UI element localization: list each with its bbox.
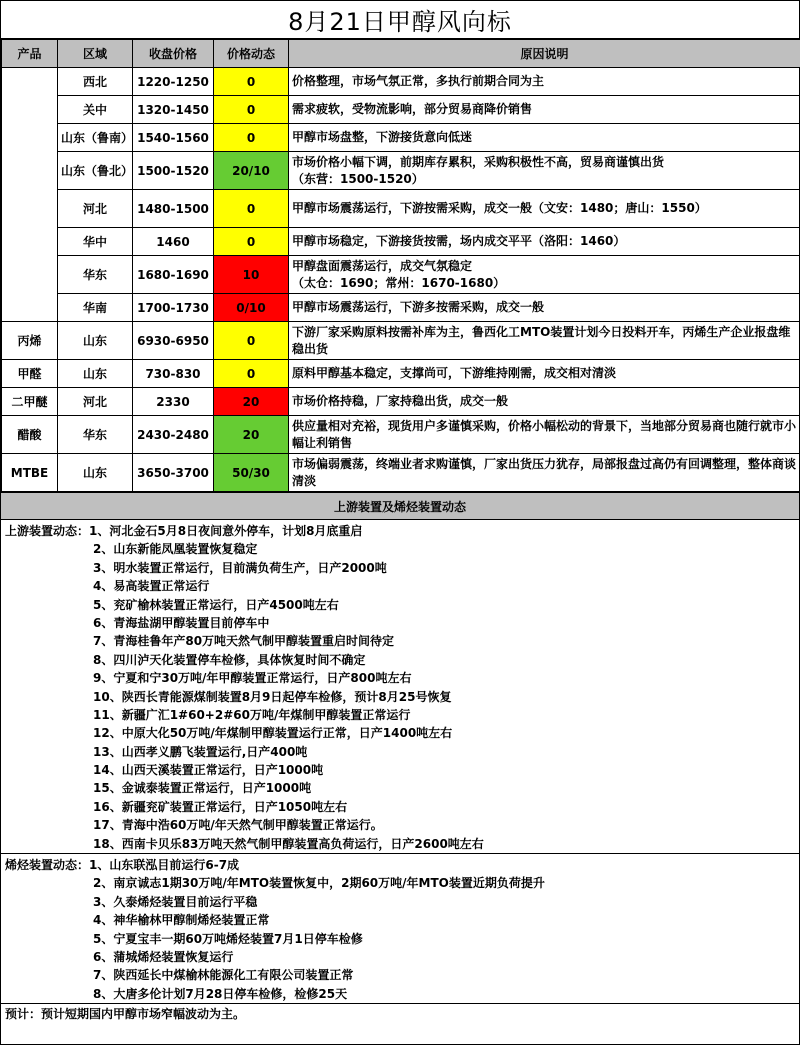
list-item-text: 4、易高装置正常运行 (93, 579, 210, 594)
list-item (1, 816, 799, 834)
list-item-text: 8、大唐多伦计划7月28日停车检修，检修25天 (93, 986, 348, 1001)
change-cell: 0 (214, 360, 289, 388)
reason-cell: 甲醇盘面震荡运行，成交气氛稳定 （太仓：1690；常州：1670-1680） (289, 256, 800, 294)
list-item (1, 743, 799, 761)
reason-cell: 甲醇市场稳定，下游接货按需，场内成交平平（洛阳：1460） (289, 228, 800, 256)
list-item-text: 5、宁夏宝丰一期60万吨烯烃装置7月1日停车检修 (93, 931, 363, 946)
region-cell: 山东 (58, 454, 133, 492)
product-cell: 丙烯 (2, 322, 58, 360)
list-item (1, 893, 799, 911)
list-item (1, 779, 799, 797)
header-region: 区域 (58, 40, 133, 68)
price-cell: 3650-3700 (133, 454, 214, 492)
list-item (1, 632, 799, 650)
list-item (1, 724, 799, 742)
list-item (1, 930, 799, 948)
change-cell: 50/30 (214, 454, 289, 492)
region-cell: 华东 (58, 256, 133, 294)
list-item (1, 706, 799, 724)
list-item-text: 7、陕西延长中煤榆林能源化工有限公司装置正常 (93, 968, 354, 983)
region-cell: 山东（鲁南） (58, 124, 133, 152)
table-row (2, 228, 800, 256)
region-cell: 华东 (58, 416, 133, 454)
change-cell: 0 (214, 322, 289, 360)
header-change: 价格动态 (214, 40, 289, 68)
change-cell: 20/10 (214, 152, 289, 190)
reason-cell: 市场价格持稳，厂家持稳出货，成交一般 (289, 388, 800, 416)
list-item-text: 2、山东新能凤凰装置恢复稳定 (93, 542, 258, 557)
list-item-text: 18、西南卡贝乐83万吨天然气制甲醇装置高负荷运行，日产2600吨左右 (93, 836, 484, 851)
change-cell: 10 (214, 256, 289, 294)
list-item-text: 16、新疆兖矿装置正常运行，日产1050吨左右 (93, 799, 348, 814)
header-reason: 原因说明 (289, 40, 800, 68)
reason-cell: 供应量相对充裕，现货用户多谨慎采购，价格小幅松动的背景下，当地部分贸易商也随行就市小幅让利销售 (289, 416, 800, 454)
change-cell: 0/10 (214, 294, 289, 322)
change-cell: 20 (214, 388, 289, 416)
reason-cell: 需求疲软，受物流影响，部分贸易商降价销售 (289, 96, 800, 124)
upstream-list (1, 520, 799, 854)
reason-cell: 下游厂家采购原料按需补库为主，鲁西化工MTO装置计划今日投料开车，丙烯生产企业报盘维稳出货 (289, 322, 800, 360)
product-cell: 醋酸 (2, 416, 58, 454)
list-item (1, 540, 799, 558)
reason-cell: 原料甲醇基本稳定，支撑尚可，下游维持刚需，成交相对清淡 (289, 360, 800, 388)
page-title: 8月21日甲醇风向标 (1, 1, 799, 39)
product-cell: MTBE (2, 454, 58, 492)
reason-cell: 市场偏弱震荡，终端业者求购谨慎，厂家出货压力犹存，局部报盘过高仍有回调整理，整体商谈清淡 (289, 454, 800, 492)
table-row (2, 388, 800, 416)
price-cell: 1220-1250 (133, 68, 214, 96)
change-cell: 0 (214, 124, 289, 152)
olefin-list (1, 854, 799, 1004)
list-item-text: 15、金诚泰装置正常运行，日产1000吨 (93, 781, 312, 796)
region-cell: 华中 (58, 228, 133, 256)
list-item-text: 7、青海桂鲁年产80万吨天然气制甲醇装置重启时间待定 (93, 634, 395, 649)
price-cell: 1480-1500 (133, 190, 214, 228)
region-cell: 山东（鲁北） (58, 152, 133, 190)
region-cell: 河北 (58, 388, 133, 416)
reason-cell: 甲醇市场震荡运行，下游按需采购，成交一般（文安：1480；唐山：1550） (289, 190, 800, 228)
table-row (2, 416, 800, 454)
price-cell: 2330 (133, 388, 214, 416)
table-row (2, 68, 800, 96)
list-item-text: 1、河北金石5月8日夜间意外停车，计划8月底重启 (89, 524, 363, 538)
list-item-text: 6、蒲城烯烃装置恢复运行 (93, 949, 234, 964)
section-title: 上游装置及烯烃装置动态 (1, 492, 799, 520)
reason-cell: 价格整理，市场气氛正常，多执行前期合同为主 (289, 68, 800, 96)
change-cell: 0 (214, 228, 289, 256)
price-cell: 730-830 (133, 360, 214, 388)
list-item-text: 2、南京诚志1期30万吨/年MTO装置恢复中，2期60万吨/年MTO装置近期负荷提升 (93, 876, 545, 891)
list-item (1, 596, 799, 614)
list-item-text: 5、兖矿榆林装置正常运行，日产4500吨左右 (93, 597, 339, 612)
product-cell: 二甲醚 (2, 388, 58, 416)
table-row (2, 322, 800, 360)
list-item (1, 688, 799, 706)
header-price: 收盘价格 (133, 40, 214, 68)
change-cell: 0 (214, 68, 289, 96)
price-table (1, 39, 800, 492)
list-item (1, 614, 799, 632)
region-cell: 华南 (58, 294, 133, 322)
price-cell: 1540-1560 (133, 124, 214, 152)
product-cell (2, 68, 58, 322)
list-item-text: 13、山西孝义鹏飞装置运行,日产400吨 (93, 744, 308, 759)
list-item (1, 966, 799, 984)
list-item (1, 522, 799, 540)
reason-cell: 甲醇市场震荡运行，下游多按需采购，成交一般 (289, 294, 800, 322)
list-item-text: 8、四川泸天化装置停车检修，具体恢复时间不确定 (93, 652, 366, 667)
list-item (1, 856, 799, 874)
table-row (2, 190, 800, 228)
list-item (1, 911, 799, 929)
region-cell: 山东 (58, 360, 133, 388)
list-item-text: 10、陕西长青能源煤制装置8月9日起停车检修，预计8月25号恢复 (93, 689, 452, 704)
list-item (1, 559, 799, 577)
table-body (2, 68, 800, 492)
list-item-text: 11、新疆广汇1#60+2#60万吨/年煤制甲醇装置正常运行 (93, 707, 411, 722)
table-row (2, 152, 800, 190)
list-item-text: 3、明水装置正常运行，目前满负荷生产，日产2000吨 (93, 560, 387, 575)
price-cell: 1700-1730 (133, 294, 214, 322)
list-lead: 烯烃装置动态： (5, 858, 90, 873)
list-item-text: 3、久泰烯烃装置目前运行平稳 (93, 894, 258, 909)
price-cell: 1680-1690 (133, 256, 214, 294)
price-cell: 1320-1450 (133, 96, 214, 124)
price-cell: 6930-6950 (133, 322, 214, 360)
price-cell: 2430-2480 (133, 416, 214, 454)
region-cell: 山东 (58, 322, 133, 360)
list-item (1, 761, 799, 779)
table-header-row (2, 40, 800, 68)
region-cell: 关中 (58, 96, 133, 124)
list-item-text: 9、宁夏和宁30万吨/年甲醇装置正常运行，日产800吨左右 (93, 671, 412, 686)
region-cell: 西北 (58, 68, 133, 96)
table-row (2, 454, 800, 492)
reason-cell: 甲醇市场盘整，下游接货意向低迷 (289, 124, 800, 152)
list-item-text: 12、中原大化50万吨/年煤制甲醇装置运行正常，日产1400吨左右 (93, 726, 453, 741)
table-row (2, 294, 800, 322)
change-cell: 20 (214, 416, 289, 454)
list-item (1, 651, 799, 669)
reason-cell: 市场价格小幅下调，前期库存累积，采购积极性不高，贸易商谨慎出货 （东营：1500-1520） (289, 152, 800, 190)
table-row (2, 124, 800, 152)
price-cell: 1460 (133, 228, 214, 256)
forecast-text: 预计：预计短期国内甲醇市场窄幅波动为主。 (5, 1007, 246, 1022)
change-cell: 0 (214, 190, 289, 228)
region-cell: 河北 (58, 190, 133, 228)
list-item (1, 874, 799, 892)
list-item-text: 14、山西天溪装置正常运行，日产1000吨 (93, 763, 324, 778)
list-item-text: 17、青海中浩60万吨/年天然气制甲醇装置正常运行。 (93, 818, 383, 833)
table-row (2, 360, 800, 388)
table-row (2, 256, 800, 294)
table-row (2, 96, 800, 124)
list-item (1, 835, 799, 853)
product-cell: 甲醛 (2, 360, 58, 388)
list-item (1, 985, 799, 1003)
list-item (1, 948, 799, 966)
list-item-text: 6、青海盐湖甲醇装置目前停车中 (93, 615, 270, 630)
list-item (1, 577, 799, 595)
list-item (1, 798, 799, 816)
list-lead: 上游装置动态： (5, 524, 90, 538)
change-cell: 0 (214, 96, 289, 124)
list-item-text: 4、神华榆林甲醇制烯烃装置正常 (93, 913, 270, 928)
list-item-text: 1、山东联泓目前运行6-7成 (89, 858, 240, 873)
list-item (1, 669, 799, 687)
price-cell: 1500-1520 (133, 152, 214, 190)
header-product: 产品 (2, 40, 58, 68)
